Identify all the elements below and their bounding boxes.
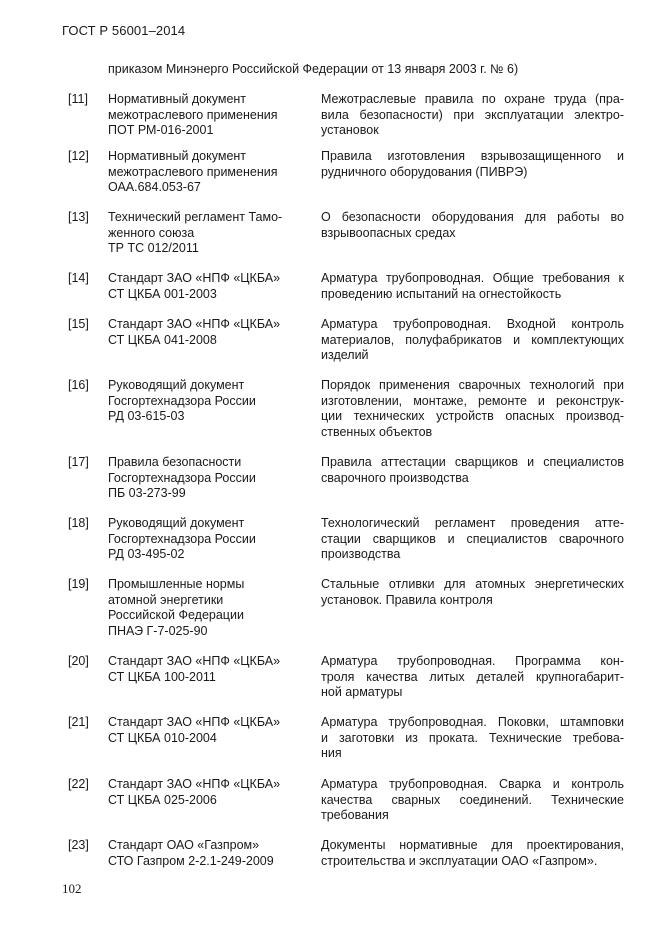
- document-line: РД 03-495-02: [108, 547, 185, 561]
- title-line: Правила изготовления взрывозащищенного и: [321, 149, 624, 163]
- title-line: стации сварщиков и специалистов сварочного: [321, 531, 624, 546]
- entry-title: [321, 715, 624, 762]
- document-line: Руководящий документ: [108, 378, 245, 392]
- entry-document: [108, 378, 313, 425]
- title-line: изделий: [321, 348, 369, 362]
- entry-title: [321, 92, 624, 139]
- title-line: Арматура трубопроводная. Входной контроль: [321, 317, 624, 331]
- entry-number: [14]: [68, 271, 89, 285]
- entry-title: [321, 317, 624, 364]
- entry-document: [108, 210, 313, 257]
- document-line: РД 03-615-03: [108, 409, 185, 423]
- entry-document: [108, 455, 313, 502]
- title-line: взрывоопасных средах: [321, 225, 456, 240]
- title-line: рудничного оборудования (ПИВРЭ): [321, 164, 528, 179]
- document-line: женного союза: [108, 225, 195, 240]
- document-line: межотраслевого применения: [108, 107, 278, 122]
- entry-number: [22]: [68, 777, 89, 791]
- title-line: и заготовки из проката. Технические требова-: [321, 730, 624, 745]
- entry-title: [321, 654, 624, 701]
- title-line: строительства и эксплуатации ОАО «Газпром».: [321, 853, 598, 868]
- entry-title: [321, 271, 624, 302]
- entry-number: [17]: [68, 455, 89, 469]
- document-line: СТО Газпром 2-2.1-249-2009: [108, 853, 274, 868]
- title-line: сварочного производства: [321, 470, 469, 485]
- entry-document: [108, 654, 313, 685]
- title-line: Арматура трубопроводная. Программа кон-: [321, 654, 624, 668]
- title-line: вила безопасности) при эксплуатации электро-: [321, 107, 624, 122]
- document-line: Стандарт ЗАО «НПФ «ЦКБА»: [108, 777, 281, 791]
- title-line: Правила аттестации сварщиков и специалистов: [321, 455, 624, 469]
- entry-number: [19]: [68, 577, 89, 591]
- entry-document: [108, 516, 313, 563]
- document-line: Стандарт ЗАО «НПФ «ЦКБА»: [108, 317, 281, 331]
- title-line: изготовлении, монтаже, ремонте и реконструк-: [321, 393, 624, 408]
- entry-number: [13]: [68, 210, 89, 224]
- document-line: СТ ЦКБА 001-2003: [108, 286, 217, 301]
- entry-document: [108, 92, 313, 139]
- document-line: Правила безопасности: [108, 455, 242, 469]
- entry-title: [321, 838, 624, 869]
- title-line: ции технических устройств опасных производ-: [321, 409, 624, 423]
- entry-document: [108, 777, 313, 808]
- document-line: Технический регламент Тамо-: [108, 210, 283, 224]
- entry-number: [15]: [68, 317, 89, 331]
- document-line: атомной энергетики: [108, 592, 224, 607]
- title-line: троля качества литых деталей крупногабарит-: [321, 669, 624, 684]
- entry-document: [108, 715, 313, 746]
- document-line: СТ ЦКБА 010-2004: [108, 730, 217, 745]
- entry-document: [108, 271, 313, 302]
- entry-document: [108, 838, 313, 869]
- document-line: ПОТ РМ-016-2001: [108, 123, 214, 137]
- entry-document: [108, 577, 313, 639]
- title-line: ственных объектов: [321, 424, 433, 439]
- document-line: Стандарт ЗАО «НПФ «ЦКБА»: [108, 271, 281, 285]
- document-line: Промышленные нормы: [108, 577, 245, 591]
- document-line: СТ ЦКБА 025-2006: [108, 792, 217, 807]
- entry-title: [321, 577, 624, 608]
- title-line: качества сварных соединений. Технические: [321, 792, 624, 807]
- entry-title: [321, 149, 624, 180]
- entry-title: [321, 777, 624, 824]
- title-line: Порядок применения сварочных технологий при: [321, 378, 624, 392]
- document-line: Нормативный документ: [108, 92, 247, 106]
- entry-title: [321, 455, 624, 486]
- document-line: ПБ 03-273-99: [108, 486, 186, 500]
- title-line: Технологический регламент проведения атте-: [321, 516, 624, 530]
- title-line: Стальные отливки для атомных энергетических: [321, 577, 624, 591]
- entry-number: [21]: [68, 715, 89, 729]
- entry-number: [12]: [68, 149, 89, 163]
- title-line: ния: [321, 746, 342, 760]
- document-line: межотраслевого применения: [108, 164, 278, 179]
- entry-number: [23]: [68, 838, 89, 852]
- document-line: Стандарт ОАО «Газпром»: [108, 838, 260, 852]
- entry-title: [321, 516, 624, 563]
- document-line: Нормативный документ: [108, 149, 247, 163]
- title-line: Документы нормативные для проектирования,: [321, 838, 624, 852]
- document-line: Госгортехнадзора России: [108, 531, 256, 546]
- document-line: Российской Федерации: [108, 608, 244, 622]
- title-line: ной арматуры: [321, 685, 403, 699]
- document-line: Госгортехнадзора России: [108, 470, 256, 485]
- title-line: проведению испытаний на огнестойкость: [321, 286, 562, 301]
- entry-number: [18]: [68, 516, 89, 530]
- title-line: О безопасности оборудования для работы во: [321, 210, 624, 224]
- entry-number: [20]: [68, 654, 89, 668]
- entry-number: [11]: [68, 92, 88, 106]
- title-line: Межотраслевые правила по охране труда (пра-: [321, 92, 624, 106]
- entry-document: [108, 317, 313, 348]
- document-line: ПНАЭ Г-7-025-90: [108, 623, 208, 638]
- title-line: требования: [321, 808, 389, 822]
- document-line: Стандарт ЗАО «НПФ «ЦКБА»: [108, 654, 281, 668]
- title-line: установок: [321, 123, 379, 137]
- page-number: 102: [62, 881, 82, 896]
- document-line: Руководящий документ: [108, 516, 245, 530]
- document-line: СТ ЦКБА 100-2011: [108, 669, 216, 684]
- document-line: СТ ЦКБА 041-2008: [108, 332, 217, 347]
- title-line: Арматура трубопроводная. Общие требования к: [321, 271, 624, 285]
- entry-number: [16]: [68, 378, 89, 392]
- title-line: Арматура трубопроводная. Сварка и контроль: [321, 777, 624, 791]
- title-line: Арматура трубопроводная. Поковки, штамповки: [321, 715, 624, 729]
- continuation-line: приказом Минэнерго Российской Федерации от 13 января 2003 г. № 6): [108, 62, 519, 76]
- document-line: ТР ТС 012/2011: [108, 241, 199, 255]
- document-line: ОАА.684.053-67: [108, 180, 201, 194]
- entry-document: [108, 149, 313, 196]
- title-line: материалов, полуфабрикатов и комплектующих: [321, 332, 624, 347]
- title-line: установок. Правила контроля: [321, 592, 493, 607]
- title-line: производства: [321, 547, 401, 561]
- entry-title: [321, 210, 624, 241]
- document-header: ГОСТ Р 56001–2014: [62, 23, 186, 38]
- entry-title: [321, 378, 624, 440]
- document-line: Стандарт ЗАО «НПФ «ЦКБА»: [108, 715, 281, 729]
- document-line: Госгортехнадзора России: [108, 393, 256, 408]
